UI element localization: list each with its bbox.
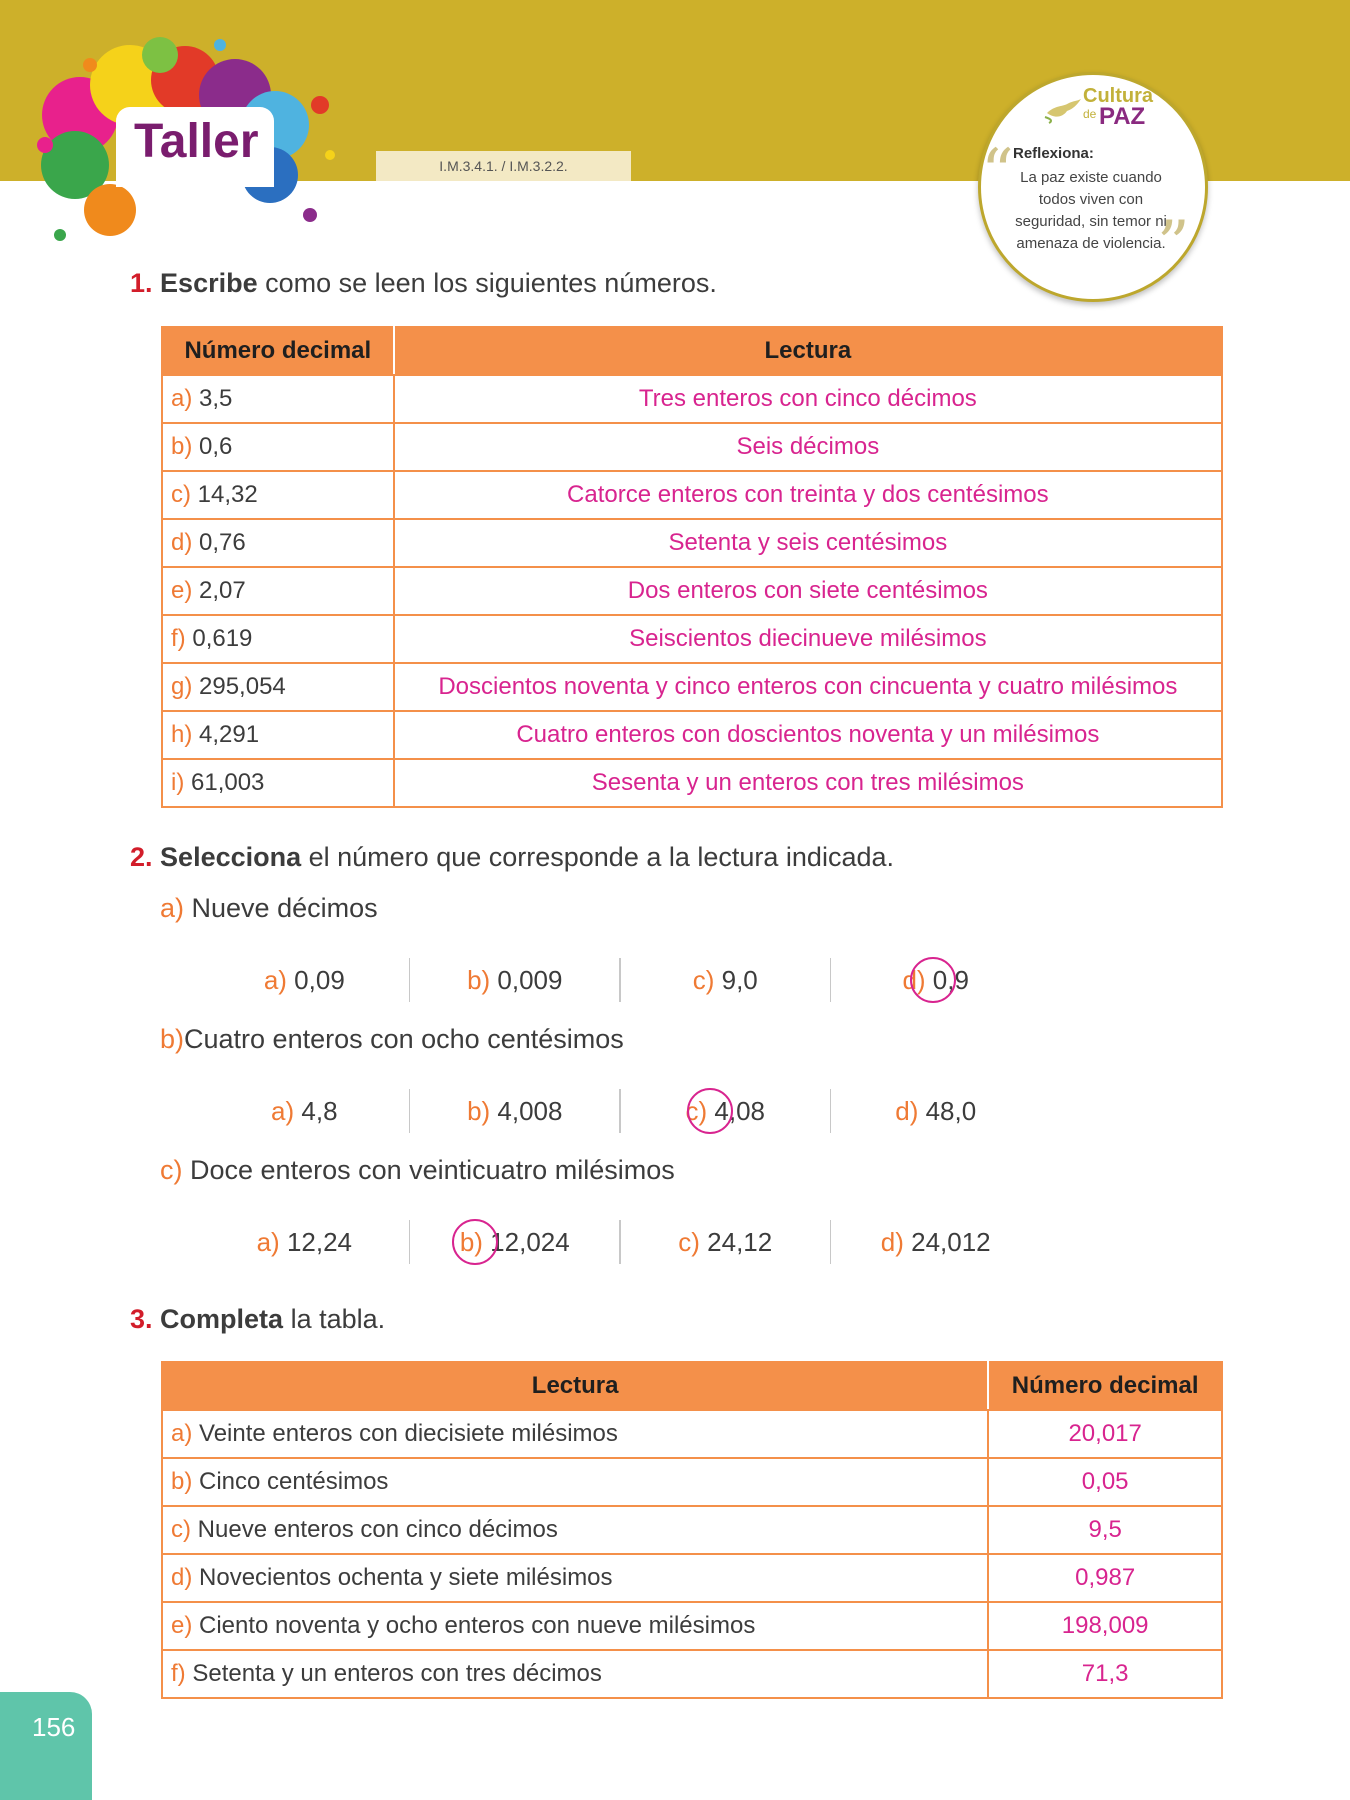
dove-icon — [1043, 95, 1083, 125]
table-row — [162, 1650, 1222, 1698]
option-d[interactable]: d) 24,012 — [880, 1227, 991, 1257]
decimal-number: 4,291 — [199, 721, 260, 748]
option-b[interactable]: b) 4,008 — [467, 1096, 563, 1126]
table-row — [162, 615, 1222, 663]
options-row-b — [200, 1089, 1040, 1133]
question-label: c) — [160, 1155, 183, 1185]
exercise-number: 2. — [130, 842, 153, 872]
table-row — [162, 519, 1222, 567]
table-row — [162, 423, 1222, 471]
decimal-answer: 0,05 — [988, 1458, 1222, 1506]
reading-text: Novecientos ochenta y siete milésimos — [192, 1564, 613, 1591]
reading-answer: Tres enteros con cinco décimos — [394, 375, 1222, 423]
row-label: f) — [171, 1660, 186, 1687]
column-header: Número decimal — [162, 327, 394, 375]
close-quote-icon: ” — [1157, 208, 1190, 282]
exercise-1-table — [161, 326, 1223, 808]
row-label: b) — [171, 1468, 193, 1495]
peace-logo-cultura: Cultura — [1083, 85, 1153, 107]
peace-label: Reflexiona: — [1013, 145, 1094, 162]
row-label: g) — [171, 673, 193, 700]
column-header: Lectura — [162, 1362, 988, 1410]
option-c-selected[interactable]: c) 4,08 — [621, 1089, 830, 1133]
question-b — [160, 1024, 624, 1055]
decimal-answer: 71,3 — [988, 1650, 1222, 1698]
exercise-number: 3. — [130, 1304, 153, 1334]
reading-answer: Seis décimos — [394, 423, 1222, 471]
reading-answer: Cuatro enteros con doscientos noventa y un milésimos — [394, 711, 1222, 759]
reading-answer: Setenta y seis centésimos — [394, 519, 1222, 567]
table-row — [162, 1458, 1222, 1506]
exercise-verb: Escribe — [160, 268, 258, 298]
decimal-number: 61,003 — [191, 769, 265, 796]
option-c[interactable]: c) 24,12 — [678, 1227, 773, 1257]
reading-text: Veinte enteros con diecisiete milésimos — [192, 1420, 618, 1447]
exercise-1-heading — [130, 268, 717, 299]
question-a — [160, 893, 378, 924]
page-number: 156 — [0, 1692, 92, 1800]
question-text: Doce enteros con veinticuatro milésimos — [182, 1155, 675, 1185]
row-label: a) — [171, 1420, 193, 1447]
table-row — [162, 567, 1222, 615]
reading-answer: Seiscientos diecinueve milésimos — [394, 615, 1222, 663]
exercise-instruction: el número que corresponde a la lectura indicada. — [301, 842, 894, 872]
question-text: Nueve décimos — [184, 893, 378, 923]
column-header: Lectura — [394, 327, 1222, 375]
table-row — [162, 1410, 1222, 1458]
selection-circle — [452, 1219, 498, 1265]
table-row — [162, 1602, 1222, 1650]
option-d-selected[interactable]: d) 0,9 — [831, 958, 1040, 1002]
decimal-number: 0,76 — [199, 529, 246, 556]
option-c[interactable]: c) 9,0 — [692, 965, 758, 995]
table-row — [162, 1554, 1222, 1602]
reading-answer: Dos enteros con siete centésimos — [394, 567, 1222, 615]
decimal-answer: 20,017 — [988, 1410, 1222, 1458]
selection-circle — [910, 957, 956, 1003]
exercise-2-heading — [130, 842, 894, 873]
option-a[interactable]: a) 12,24 — [256, 1227, 353, 1257]
selection-circle — [687, 1088, 733, 1134]
exercise-3-heading — [130, 1304, 385, 1335]
exercise-instruction: la tabla. — [283, 1304, 386, 1334]
row-label: b) — [171, 433, 193, 460]
row-label: c) — [171, 481, 191, 508]
exercise-instruction: como se leen los siguientes números. — [257, 268, 717, 298]
cultura-de-paz-badge — [978, 72, 1208, 302]
row-label: e) — [171, 577, 193, 604]
exercise-number: 1. — [130, 268, 153, 298]
reading-text: Cinco centésimos — [192, 1468, 389, 1495]
question-label: b) — [160, 1024, 185, 1054]
skill-code: I.M.3.4.1. / I.M.3.2.2. — [376, 151, 631, 181]
option-a[interactable]: a) 4,8 — [271, 1096, 338, 1126]
row-label: c) — [171, 1516, 191, 1543]
decimal-answer: 9,5 — [988, 1506, 1222, 1554]
decimal-number: 0,6 — [199, 433, 233, 460]
option-b-selected[interactable]: b) 12,024 — [410, 1220, 619, 1264]
option-a[interactable]: a) 0,09 — [263, 965, 345, 995]
decimal-number: 3,5 — [199, 385, 233, 412]
column-header: Número decimal — [988, 1362, 1222, 1410]
reading-text: Ciento noventa y ocho enteros con nueve milésimos — [192, 1612, 756, 1639]
decimal-number: 14,32 — [197, 481, 258, 508]
row-label: i) — [171, 769, 185, 796]
reading-answer: Catorce enteros con treinta y dos centésimos — [394, 471, 1222, 519]
exercise-verb: Selecciona — [160, 842, 302, 872]
exercise-verb: Completa — [160, 1304, 284, 1334]
table-row — [162, 375, 1222, 423]
decimal-number: 2,07 — [199, 577, 246, 604]
question-text: Cuatro enteros con ocho centésimos — [184, 1024, 624, 1054]
question-label: a) — [160, 893, 185, 923]
peace-quote: La paz existe cuando todos viven con seguridad, sin temor ni amenaza de violencia. — [1015, 169, 1167, 252]
row-label: h) — [171, 721, 193, 748]
question-c — [160, 1155, 675, 1186]
exercise-3-table — [161, 1361, 1223, 1699]
decimal-answer: 198,009 — [988, 1602, 1222, 1650]
option-d[interactable]: d) 48,0 — [895, 1096, 977, 1126]
table-row — [162, 471, 1222, 519]
reading-text: Setenta y un enteros con tres décimos — [185, 1660, 602, 1687]
row-label: f) — [171, 625, 186, 652]
table-row — [162, 711, 1222, 759]
open-quote-icon: “ — [981, 136, 1014, 210]
table-row — [162, 663, 1222, 711]
section-title: Taller — [134, 115, 259, 168]
option-b[interactable]: b) 0,009 — [467, 965, 563, 995]
peace-logo-de: de — [1083, 107, 1097, 121]
row-label: e) — [171, 1612, 193, 1639]
decimal-number: 295,054 — [199, 673, 286, 700]
peace-logo-paz: PAZ — [1099, 103, 1146, 130]
options-row-c — [200, 1220, 1040, 1264]
reading-text: Nueve enteros con cinco décimos — [191, 1516, 558, 1543]
decimal-number: 0,619 — [192, 625, 253, 652]
reading-answer: Doscientos noventa y cinco enteros con cincuenta y cuatro milésimos — [394, 663, 1222, 711]
row-label: d) — [171, 529, 193, 556]
reading-answer: Sesenta y un enteros con tres milésimos — [394, 759, 1222, 807]
options-row-a — [200, 958, 1040, 1002]
table-row — [162, 759, 1222, 807]
decimal-answer: 0,987 — [988, 1554, 1222, 1602]
row-label: a) — [171, 385, 193, 412]
row-label: d) — [171, 1564, 193, 1591]
table-row — [162, 1506, 1222, 1554]
